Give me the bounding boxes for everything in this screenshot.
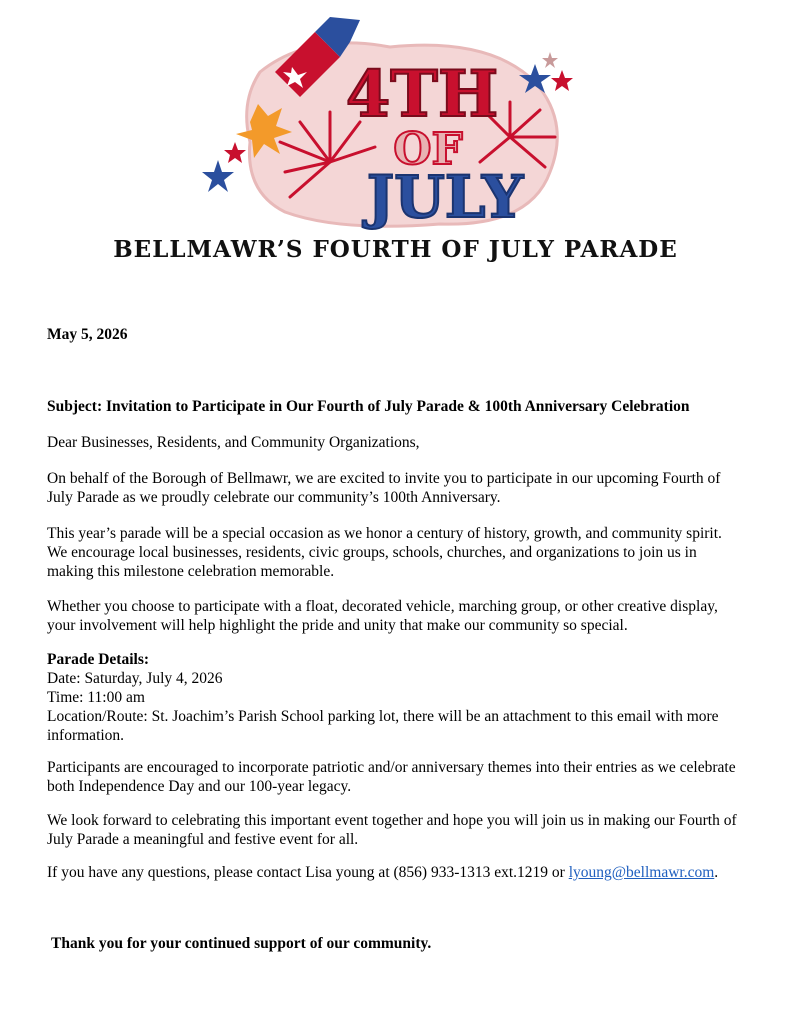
salutation: Dear Businesses, Residents, and Community Organizations,: [47, 434, 420, 451]
paragraph-line: both Independence Day and our 100-year legacy.: [47, 778, 352, 795]
star-icon: [224, 142, 246, 163]
page-title: BELLMAWR’S FOURTH OF JULY PARADE: [113, 236, 678, 263]
paragraph-occasion: [47, 524, 747, 581]
letter-date: May 5, 2026: [47, 326, 128, 343]
logo-line3: JULY: [366, 163, 524, 231]
paragraph-line: We look forward to celebrating this important event together and hope you will join us in making our Fourth of: [47, 812, 737, 829]
fourth-of-july-logo: [190, 12, 590, 236]
paragraph-line: July Parade a meaningful and festive event for all.: [47, 831, 359, 848]
paragraph-themes: [47, 758, 747, 796]
details-time: Time: 11:00 am: [47, 689, 145, 706]
details-location: Location/Route: St. Joachim’s Parish School parking lot, there will be an attachment to this email with more: [47, 708, 719, 725]
parade-details: [47, 650, 747, 745]
star-icon: [202, 160, 234, 192]
letter-subject: Subject: Invitation to Participate in Our Fourth of July Parade & 100th Anniversary Celebration: [47, 398, 690, 415]
star-icon: [542, 52, 558, 68]
logo-line2: OF: [393, 124, 463, 175]
paragraph-line: We encourage local businesses, residents, civic groups, schools, churches, and organizations to join us in: [47, 544, 697, 561]
paragraph-line: This year’s parade will be a special occasion as we honor a century of history, growth, and community spirit.: [47, 525, 722, 542]
details-date: Date: Saturday, July 4, 2026: [47, 670, 223, 687]
paragraph-line: July Parade as we proudly celebrate our community’s 100th Anniversary.: [47, 489, 501, 506]
paragraph-line: Participants are encouraged to incorporate patriotic and/or anniversary themes into their entries as we celebrate: [47, 759, 736, 776]
paragraph-line: your involvement will help highlight the pride and unity that make our community so special.: [47, 617, 628, 634]
details-location-cont: information.: [47, 727, 125, 744]
contact-line: [47, 863, 747, 882]
contact-suffix: .: [714, 864, 719, 881]
email-link[interactable]: lyoung@bellmawr.com: [568, 864, 715, 881]
paragraph-participation: [47, 597, 747, 635]
contact-text: If you have any questions, please contact Lisa young at (856) 933-1313 ext.1219 or: [47, 864, 569, 881]
paragraph-line: making this milestone celebration memorable.: [47, 563, 335, 580]
details-label: Parade Details:: [47, 651, 150, 668]
paragraph-invitation: [47, 469, 747, 507]
paragraph-line: On behalf of the Borough of Bellmawr, we are excited to invite you to participate in our upcoming Fourth of: [47, 470, 721, 487]
paragraph-closing: [47, 811, 747, 849]
logo-line1: 4TH: [345, 57, 499, 132]
thank-you-line: Thank you for your continued support of our community.: [51, 935, 432, 952]
star-icon: [551, 70, 573, 91]
paragraph-line: Whether you choose to participate with a float, decorated vehicle, marching group, or other creative display,: [47, 598, 718, 615]
